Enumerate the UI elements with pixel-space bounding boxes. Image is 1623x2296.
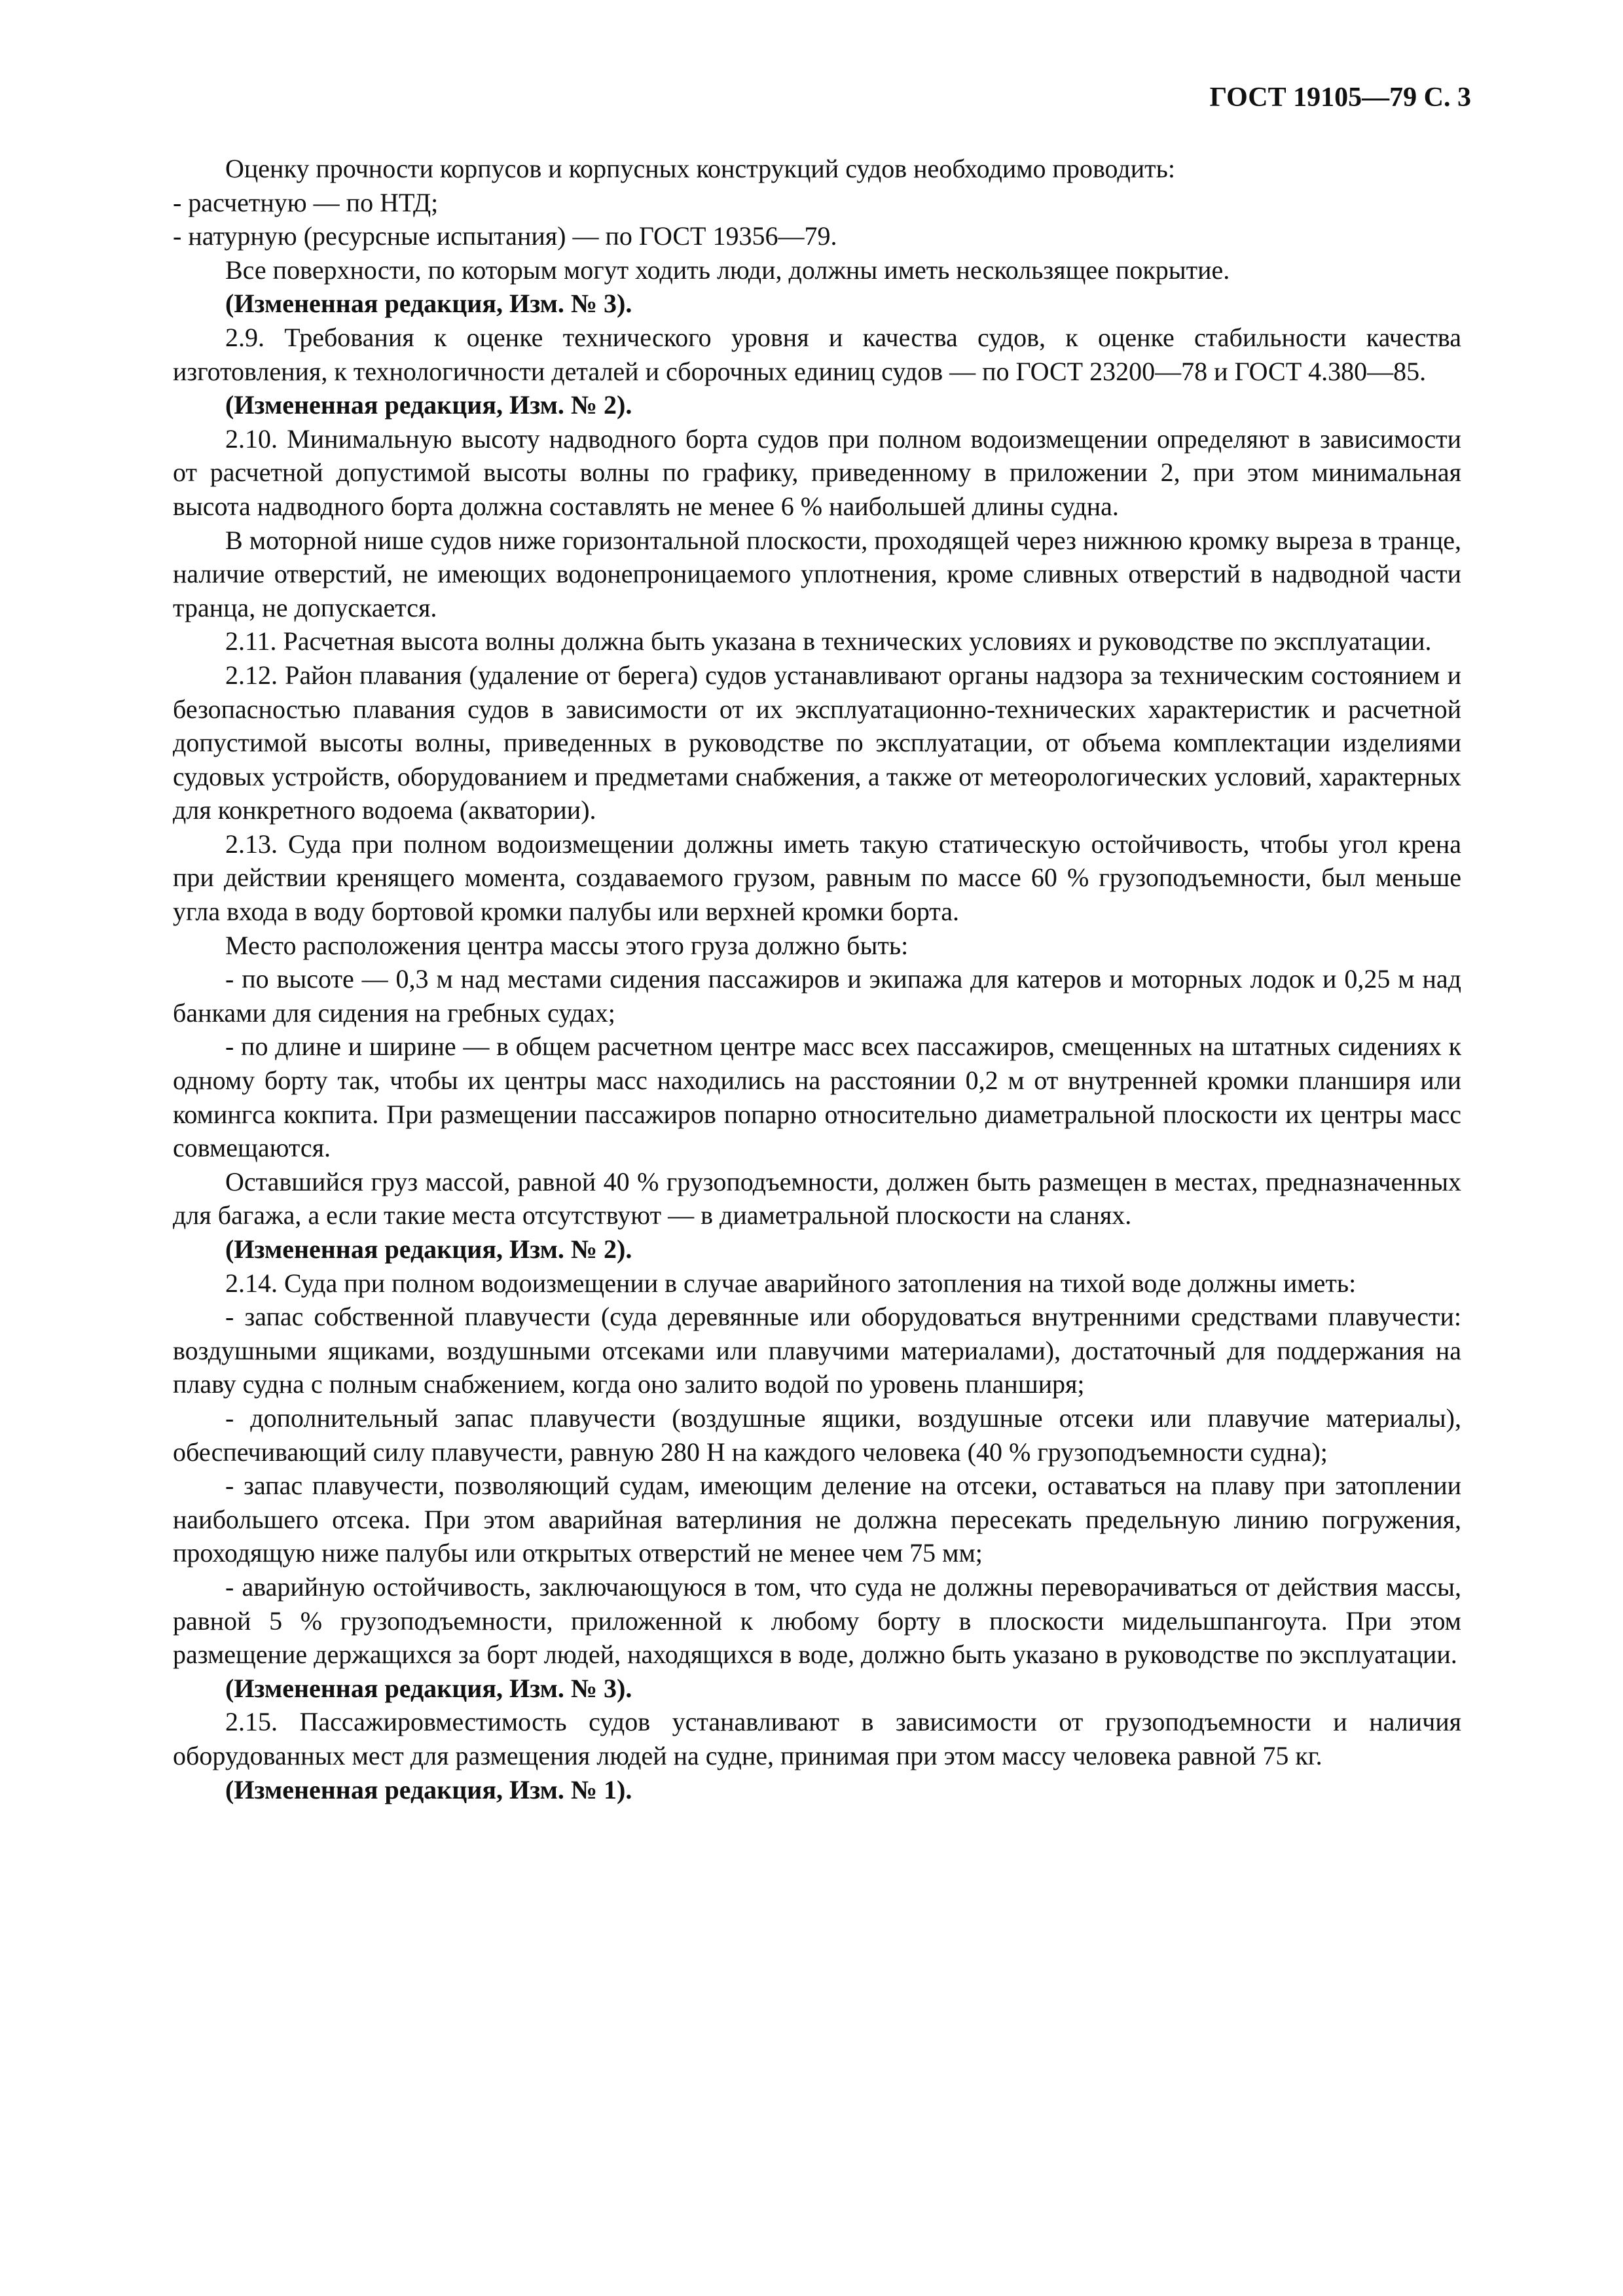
paragraph: Оценку прочности корпусов и корпусных конструкций судов необходимо проводить: — [225, 154, 1175, 183]
list-item: - натурную (ресурсные испытания) — по ГОСТ 19356—79. — [173, 221, 837, 251]
list-item: - запас плавучести, позволяющий судам, имеющим деление на отсеки, оставаться на плаву при затоплении наибольшего отсека. При этом аварийная ватерлиния не должна пересекать предельную линию погружения, проходящую ниже палубы или открытых отверстий не менее чем 75 мм; — [173, 1471, 1461, 1568]
revision-note: (Измененная редакция, Изм. № 2). — [225, 390, 632, 420]
revision-note: (Измененная редакция, Изм. № 3). — [225, 1673, 632, 1703]
clause-2-11: 2.11. Расчетная высота волны должна быть указана в технических условиях и руководстве по эксплуатации. — [225, 626, 1432, 656]
list-item: - по длине и ширине — в общем расчетном центре масс всех пассажиров, смещенных на штатных сидениях к одному борту так, чтобы их центры масс находились на расстоянии 0,2 м от внутренней кромки планширя или комингса кокпита. При размещении пассажиров попарно относительно диаметральной плоскости их центры масс совмещаются. — [173, 1031, 1461, 1163]
clause-2-12: 2.12. Район плавания (удаление от берега) судов устанавливают органы надзора за техническим состоянием и безопасностью плавания судов в зависимости от их эксплуатационно-технических характеристик и расчетной допустимой высоты волны, приведенных в руководстве по эксплуатации, от объема комплектации изделиями судовых устройств, оборудованием и предметами снабжения, а также от метеорологических условий, характерных для конкретного водоема (акватории). — [173, 660, 1461, 825]
list-item: - аварийную остойчивость, заключающуюся в том, что суда не должны переворачиваться от действия массы, равной 5 % грузоподъемности, приложенной к любому борту в плоскости мидельшпангоута. При этом размещение держащихся за борт людей, находящихся в воде, должно быть указано в руководстве по эксплуатации. — [173, 1571, 1461, 1670]
clause-2-13: 2.13. Суда при полном водоизмещении должны иметь такую статическую остойчивость, чтобы угол крена при действии кренящего момента, создаваемого грузом, равным по массе 60 % грузоподъемности, был меньше угла входа в воду бортовой кромки палубы или верхней кромки борта. — [173, 829, 1461, 927]
paragraph: Оставшийся груз массой, равной 40 % грузоподъемности, должен быть размещен в местах, предназначенных для багажа, а если такие места отсутствуют — в диаметральной плоскости на сланях. — [173, 1166, 1461, 1230]
revision-note: (Измененная редакция, Изм. № 1). — [225, 1774, 632, 1804]
clause-2-10: 2.10. Минимальную высоту надводного борта судов при полном водоизмещении определяют в зависимости от расчетной допустимой высоты волны по графику, приведенному в приложении 2, при этом минимальная высота надводного борта должна составлять не менее 6 % наибольшей длины судна. — [173, 423, 1461, 521]
list-item: - дополнительный запас плавучести (воздушные ящики, воздушные отсеки или плавучие материалы), обеспечивающий силу плавучести, равную 280 Н на каждого человека (40 % грузоподъемности судна); — [173, 1403, 1461, 1467]
clause-2-15: 2.15. Пассажировместимость судов устанавливают в зависимости от грузоподъемности и наличия оборудованных мест для размещения людей на судне, принимая при этом массу человека равной 75 кг. — [173, 1707, 1461, 1770]
revision-note: (Измененная редакция, Изм. № 3). — [225, 289, 632, 319]
paragraph: Место расположения центра массы этого груза должно быть: — [225, 930, 909, 960]
revision-note: (Измененная редакция, Изм. № 2). — [225, 1234, 632, 1264]
clause-2-14: 2.14. Суда при полном водоизмещении в случае аварийного затопления на тихой воде должны иметь: — [225, 1268, 1357, 1298]
clause-2-9: 2.9. Требования к оценке технического уровня и качества судов, к оценке стабильности качества изготовления, к технологичности деталей и сборочных единиц судов — по ГОСТ 23200—78 и ГОСТ 4.380—85. — [173, 322, 1461, 386]
page-title: ГОСТ 19105—79 С. 3 — [1209, 82, 1471, 113]
paragraph: Все поверхности, по которым могут ходить люди, должны иметь нескользящее покрытие. — [225, 255, 1230, 285]
list-item: - расчетную — по НТД; — [173, 187, 439, 217]
list-item: - запас собственной плавучести (суда деревянные или оборудоваться внутренними средствами плавучести: воздушными ящиками, воздушными отсеками или плавучими материалами), достаточный для поддержания на плаву судна с полным снабжением, когда оно залито водой по уровень планширя; — [173, 1302, 1461, 1399]
list-item: - по высоте — 0,3 м над местами сидения пассажиров и экипажа для катеров и моторных лодок и 0,25 м над банками для сидения на гребных судах; — [173, 964, 1461, 1028]
document-body — [173, 152, 1461, 1806]
paragraph: В моторной нише судов ниже горизонтальной плоскости, проходящей через нижнюю кромку выреза в транце, наличие отверстий, не имеющих водонепроницаемого уплотнения, кроме сливных отверстий в надводной части транца, не допускается. — [173, 525, 1461, 622]
